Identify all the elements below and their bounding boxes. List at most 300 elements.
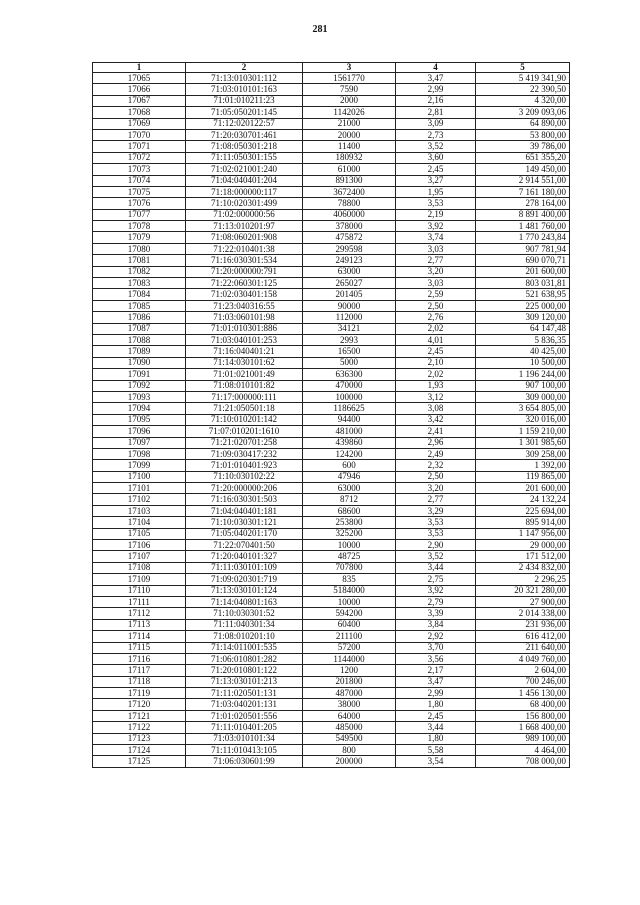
row-number-cell: 17123 <box>93 733 186 744</box>
cadastral-value-cell: 1 147 956,00 <box>476 528 570 539</box>
cadastral-value-cell: 1 668 400,00 <box>476 722 570 733</box>
cadastral-value-table <box>92 62 570 768</box>
cadastral-value-cell: 2 296,25 <box>476 574 570 585</box>
table-row <box>93 95 570 106</box>
row-number-cell: 17075 <box>93 186 186 197</box>
table-body <box>93 73 570 768</box>
cadastral-value-cell: 4 049 760,00 <box>476 653 570 664</box>
table-row <box>93 551 570 562</box>
specific-value-cell: 2,76 <box>396 312 476 323</box>
specific-value-cell: 3,56 <box>396 653 476 664</box>
row-number-cell: 17069 <box>93 118 186 129</box>
row-number-cell: 17120 <box>93 699 186 710</box>
table-row <box>93 300 570 311</box>
area-cell: 7590 <box>303 84 396 95</box>
specific-value-cell: 2,75 <box>396 574 476 585</box>
table-row <box>93 209 570 220</box>
specific-value-cell: 2,45 <box>396 164 476 175</box>
cadastral-number-cell: 71:08:050301:218 <box>186 141 303 152</box>
table-row <box>93 437 570 448</box>
cadastral-value-cell: 156 800,00 <box>476 710 570 721</box>
cadastral-number-cell: 71:03:010101:34 <box>186 733 303 744</box>
area-cell: 64000 <box>303 710 396 721</box>
row-number-cell: 17121 <box>93 710 186 721</box>
area-cell: 325200 <box>303 528 396 539</box>
row-number-cell: 17087 <box>93 323 186 334</box>
cadastral-number-cell: 71:20:000000:206 <box>186 483 303 494</box>
cadastral-value-cell: 10 500,00 <box>476 357 570 368</box>
table-row <box>93 278 570 289</box>
cadastral-value-cell: 171 512,00 <box>476 551 570 562</box>
cadastral-value-cell: 521 638,95 <box>476 289 570 300</box>
cadastral-number-cell: 71:13:030101:213 <box>186 676 303 687</box>
cadastral-number-cell: 71:03:010101:163 <box>186 84 303 95</box>
cadastral-value-cell: 53 800,00 <box>476 129 570 140</box>
area-cell: 16500 <box>303 346 396 357</box>
cadastral-number-cell: 71:12:020122:57 <box>186 118 303 129</box>
table-row <box>93 676 570 687</box>
row-number-cell: 17116 <box>93 653 186 664</box>
table-row <box>93 346 570 357</box>
specific-value-cell: 2,16 <box>396 95 476 106</box>
cadastral-number-cell: 71:22:010401:38 <box>186 243 303 254</box>
table-row <box>93 756 570 767</box>
specific-value-cell: 2,96 <box>396 437 476 448</box>
cadastral-number-cell: 71:14:040801:163 <box>186 596 303 607</box>
cadastral-number-cell: 71:08:010201:10 <box>186 631 303 642</box>
cadastral-number-cell: 71:06:030601:99 <box>186 756 303 767</box>
cadastral-value-cell: 895 914,00 <box>476 517 570 528</box>
cadastral-value-cell: 907 781,94 <box>476 243 570 254</box>
row-number-cell: 17068 <box>93 107 186 118</box>
cadastral-number-cell: 71:23:040316:55 <box>186 300 303 311</box>
row-number-cell: 17099 <box>93 460 186 471</box>
row-number-cell: 17074 <box>93 175 186 186</box>
row-number-cell: 17119 <box>93 688 186 699</box>
cadastral-number-cell: 71:04:040401:181 <box>186 505 303 516</box>
cadastral-value-cell: 201 600,00 <box>476 483 570 494</box>
cadastral-number-cell: 71:03:040101:253 <box>186 334 303 345</box>
cadastral-value-cell: 39 786,00 <box>476 141 570 152</box>
area-cell: 200000 <box>303 756 396 767</box>
cadastral-value-cell: 803 031,81 <box>476 278 570 289</box>
cadastral-number-cell: 71:06:010801:282 <box>186 653 303 664</box>
area-cell: 94400 <box>303 414 396 425</box>
table-row <box>93 562 570 573</box>
specific-value-cell: 3,09 <box>396 118 476 129</box>
specific-value-cell: 3,84 <box>396 619 476 630</box>
area-cell: 2000 <box>303 95 396 106</box>
specific-value-cell: 1,93 <box>396 380 476 391</box>
specific-value-cell: 3,92 <box>396 221 476 232</box>
specific-value-cell: 2,45 <box>396 710 476 721</box>
cadastral-value-cell: 309 000,00 <box>476 391 570 402</box>
table-row <box>93 312 570 323</box>
row-number-cell: 17115 <box>93 642 186 653</box>
table-row <box>93 505 570 516</box>
cadastral-number-cell: 71:09:020301:719 <box>186 574 303 585</box>
cadastral-number-cell: 71:03:040201:131 <box>186 699 303 710</box>
area-cell: 47946 <box>303 471 396 482</box>
area-cell: 21000 <box>303 118 396 129</box>
cadastral-number-cell: 71:02:030401:158 <box>186 289 303 300</box>
cadastral-value-cell: 1 770 243,84 <box>476 232 570 243</box>
cadastral-number-cell: 71:16:030301:503 <box>186 494 303 505</box>
area-cell: 10000 <box>303 540 396 551</box>
cadastral-value-cell: 225 000,00 <box>476 300 570 311</box>
table-row <box>93 596 570 607</box>
area-cell: 201800 <box>303 676 396 687</box>
area-cell: 124200 <box>303 448 396 459</box>
row-number-cell: 17081 <box>93 255 186 266</box>
cadastral-value-cell: 5 419 341,90 <box>476 73 570 84</box>
row-number-cell: 17080 <box>93 243 186 254</box>
cadastral-value-cell: 907 100,00 <box>476 380 570 391</box>
area-cell: 707800 <box>303 562 396 573</box>
row-number-cell: 17097 <box>93 437 186 448</box>
specific-value-cell: 2,99 <box>396 688 476 699</box>
cadastral-value-cell: 29 000,00 <box>476 540 570 551</box>
row-number-cell: 17094 <box>93 403 186 414</box>
table-row <box>93 722 570 733</box>
row-number-cell: 17072 <box>93 152 186 163</box>
table-row <box>93 494 570 505</box>
specific-value-cell: 3,47 <box>396 676 476 687</box>
specific-value-cell: 2,50 <box>396 300 476 311</box>
area-cell: 8712 <box>303 494 396 505</box>
cadastral-value-cell: 309 258,00 <box>476 448 570 459</box>
area-cell: 211100 <box>303 631 396 642</box>
specific-value-cell: 2,92 <box>396 631 476 642</box>
cadastral-number-cell: 71:11:010401:205 <box>186 722 303 733</box>
area-cell: 470000 <box>303 380 396 391</box>
cadastral-number-cell: 71:01:010401:923 <box>186 460 303 471</box>
cadastral-value-cell: 4 320,00 <box>476 95 570 106</box>
area-cell: 180932 <box>303 152 396 163</box>
table-row <box>93 642 570 653</box>
column-header-5: 5 <box>476 63 570 73</box>
table-row <box>93 699 570 710</box>
specific-value-cell: 2,10 <box>396 357 476 368</box>
row-number-cell: 17122 <box>93 722 186 733</box>
table-row <box>93 460 570 471</box>
cadastral-value-cell: 201 600,00 <box>476 266 570 277</box>
table-row <box>93 84 570 95</box>
table-row <box>93 243 570 254</box>
cadastral-number-cell: 71:04:040401:204 <box>186 175 303 186</box>
row-number-cell: 17114 <box>93 631 186 642</box>
area-cell: 549500 <box>303 733 396 744</box>
area-cell: 68600 <box>303 505 396 516</box>
specific-value-cell: 2,79 <box>396 596 476 607</box>
cadastral-number-cell: 71:22:060301:125 <box>186 278 303 289</box>
cadastral-value-cell: 64 147,48 <box>476 323 570 334</box>
table-row <box>93 426 570 437</box>
cadastral-number-cell: 71:01:021001:49 <box>186 369 303 380</box>
row-number-cell: 17108 <box>93 562 186 573</box>
cadastral-value-cell: 211 640,00 <box>476 642 570 653</box>
cadastral-number-cell: 71:10:010201:142 <box>186 414 303 425</box>
cadastral-value-cell: 3 209 093,06 <box>476 107 570 118</box>
cadastral-value-cell: 278 164,00 <box>476 198 570 209</box>
cadastral-number-cell: 71:08:060201:908 <box>186 232 303 243</box>
table-row <box>93 483 570 494</box>
area-cell: 61000 <box>303 164 396 175</box>
row-number-cell: 17107 <box>93 551 186 562</box>
specific-value-cell: 2,19 <box>396 209 476 220</box>
table-row <box>93 357 570 368</box>
cadastral-value-cell: 24 132,24 <box>476 494 570 505</box>
cadastral-number-cell: 71:11:030101:109 <box>186 562 303 573</box>
cadastral-number-cell: 71:05:050201:145 <box>186 107 303 118</box>
specific-value-cell: 3,74 <box>396 232 476 243</box>
cadastral-value-cell: 1 392,00 <box>476 460 570 471</box>
table-row <box>93 517 570 528</box>
row-number-cell: 17111 <box>93 596 186 607</box>
cadastral-number-cell: 71:10:030102:22 <box>186 471 303 482</box>
area-cell: 5000 <box>303 357 396 368</box>
specific-value-cell: 3,47 <box>396 73 476 84</box>
table-row <box>93 198 570 209</box>
table-header-row <box>93 63 570 73</box>
specific-value-cell: 5,58 <box>396 745 476 756</box>
cadastral-number-cell: 71:13:010301:112 <box>186 73 303 84</box>
row-number-cell: 17106 <box>93 540 186 551</box>
specific-value-cell: 3,27 <box>396 175 476 186</box>
row-number-cell: 17096 <box>93 426 186 437</box>
row-number-cell: 17083 <box>93 278 186 289</box>
row-number-cell: 17071 <box>93 141 186 152</box>
table-row <box>93 733 570 744</box>
cadastral-number-cell: 71:20:010801:122 <box>186 665 303 676</box>
area-cell: 48725 <box>303 551 396 562</box>
cadastral-value-cell: 309 120,00 <box>476 312 570 323</box>
specific-value-cell: 2,73 <box>396 129 476 140</box>
specific-value-cell: 2,49 <box>396 448 476 459</box>
cadastral-value-cell: 7 161 180,00 <box>476 186 570 197</box>
area-cell: 4060000 <box>303 209 396 220</box>
cadastral-value-cell: 1 301 985,60 <box>476 437 570 448</box>
area-cell: 487000 <box>303 688 396 699</box>
cadastral-value-cell: 149 450,00 <box>476 164 570 175</box>
table-row <box>93 688 570 699</box>
table-row <box>93 665 570 676</box>
row-number-cell: 17085 <box>93 300 186 311</box>
specific-value-cell: 1,80 <box>396 733 476 744</box>
row-number-cell: 17118 <box>93 676 186 687</box>
cadastral-value-cell: 225 694,00 <box>476 505 570 516</box>
cadastral-number-cell: 71:01:020501:556 <box>186 710 303 721</box>
cadastral-value-cell: 2 604,00 <box>476 665 570 676</box>
table-row <box>93 334 570 345</box>
area-cell: 57200 <box>303 642 396 653</box>
table-row <box>93 369 570 380</box>
table-row <box>93 391 570 402</box>
cadastral-value-cell: 119 865,00 <box>476 471 570 482</box>
specific-value-cell: 3,53 <box>396 528 476 539</box>
row-number-cell: 17124 <box>93 745 186 756</box>
specific-value-cell: 3,12 <box>396 391 476 402</box>
cadastral-number-cell: 71:20:000000:791 <box>186 266 303 277</box>
area-cell: 249123 <box>303 255 396 266</box>
row-number-cell: 17084 <box>93 289 186 300</box>
cadastral-value-cell: 22 390,50 <box>476 84 570 95</box>
specific-value-cell: 2,17 <box>396 665 476 676</box>
row-number-cell: 17102 <box>93 494 186 505</box>
cadastral-number-cell: 71:14:030101:62 <box>186 357 303 368</box>
row-number-cell: 17093 <box>93 391 186 402</box>
cadastral-number-cell: 71:16:030301:534 <box>186 255 303 266</box>
area-cell: 90000 <box>303 300 396 311</box>
table-row <box>93 186 570 197</box>
row-number-cell: 17125 <box>93 756 186 767</box>
row-number-cell: 17100 <box>93 471 186 482</box>
table-row <box>93 380 570 391</box>
row-number-cell: 17104 <box>93 517 186 528</box>
table-row <box>93 164 570 175</box>
table-row <box>93 129 570 140</box>
row-number-cell: 17112 <box>93 608 186 619</box>
specific-value-cell: 3,54 <box>396 756 476 767</box>
cadastral-number-cell: 71:18:000000:117 <box>186 186 303 197</box>
specific-value-cell: 2,90 <box>396 540 476 551</box>
area-cell: 439860 <box>303 437 396 448</box>
cadastral-number-cell: 71:22:070401:50 <box>186 540 303 551</box>
area-cell: 10000 <box>303 596 396 607</box>
row-number-cell: 17101 <box>93 483 186 494</box>
cadastral-value-cell: 989 100,00 <box>476 733 570 744</box>
row-number-cell: 17089 <box>93 346 186 357</box>
area-cell: 3672400 <box>303 186 396 197</box>
specific-value-cell: 3,92 <box>396 585 476 596</box>
specific-value-cell: 2,99 <box>396 84 476 95</box>
cadastral-value-cell: 8 891 400,00 <box>476 209 570 220</box>
specific-value-cell: 2,81 <box>396 107 476 118</box>
specific-value-cell: 3,39 <box>396 608 476 619</box>
table-row <box>93 232 570 243</box>
table-row <box>93 574 570 585</box>
table-row <box>93 528 570 539</box>
area-cell: 63000 <box>303 483 396 494</box>
table-row <box>93 619 570 630</box>
table-row <box>93 152 570 163</box>
specific-value-cell: 3,52 <box>396 141 476 152</box>
cadastral-value-cell: 616 412,00 <box>476 631 570 642</box>
page-number: 281 <box>312 24 328 35</box>
table-row <box>93 255 570 266</box>
area-cell: 1144000 <box>303 653 396 664</box>
specific-value-cell: 2,50 <box>396 471 476 482</box>
row-number-cell: 17067 <box>93 95 186 106</box>
cadastral-number-cell: 71:02:000000:56 <box>186 209 303 220</box>
specific-value-cell: 2,32 <box>396 460 476 471</box>
cadastral-number-cell: 71:21:050501:18 <box>186 403 303 414</box>
area-cell: 1200 <box>303 665 396 676</box>
cadastral-value-cell: 1 159 210,00 <box>476 426 570 437</box>
cadastral-value-cell: 64 890,00 <box>476 118 570 129</box>
row-number-cell: 17105 <box>93 528 186 539</box>
cadastral-number-cell: 71:05:040201:170 <box>186 528 303 539</box>
table-row <box>93 266 570 277</box>
cadastral-number-cell: 71:10:030301:52 <box>186 608 303 619</box>
area-cell: 5184000 <box>303 585 396 596</box>
specific-value-cell: 1,95 <box>396 186 476 197</box>
table-row <box>93 175 570 186</box>
column-header-1: 1 <box>93 63 186 73</box>
area-cell: 78800 <box>303 198 396 209</box>
area-cell: 60400 <box>303 619 396 630</box>
specific-value-cell: 2,02 <box>396 323 476 334</box>
row-number-cell: 17088 <box>93 334 186 345</box>
area-cell: 485000 <box>303 722 396 733</box>
specific-value-cell: 4,01 <box>396 334 476 345</box>
cadastral-number-cell: 71:03:060101:98 <box>186 312 303 323</box>
cadastral-value-cell: 231 936,00 <box>476 619 570 630</box>
table-row <box>93 608 570 619</box>
cadastral-value-cell: 40 425,00 <box>476 346 570 357</box>
cadastral-number-cell: 71:07:010201:1610 <box>186 426 303 437</box>
area-cell: 112000 <box>303 312 396 323</box>
cadastral-value-cell: 68 400,00 <box>476 699 570 710</box>
table-row <box>93 585 570 596</box>
table-row <box>93 73 570 84</box>
area-cell: 600 <box>303 460 396 471</box>
cadastral-number-cell: 71:13:010201:97 <box>186 221 303 232</box>
row-number-cell: 17078 <box>93 221 186 232</box>
column-header-4: 4 <box>396 63 476 73</box>
cadastral-value-cell: 20 321 280,00 <box>476 585 570 596</box>
area-cell: 1186625 <box>303 403 396 414</box>
table-row <box>93 107 570 118</box>
cadastral-number-cell: 71:13:030101:124 <box>186 585 303 596</box>
table-row <box>93 221 570 232</box>
row-number-cell: 17103 <box>93 505 186 516</box>
row-number-cell: 17095 <box>93 414 186 425</box>
area-cell: 20000 <box>303 129 396 140</box>
cadastral-number-cell: 71:20:040101:327 <box>186 551 303 562</box>
cadastral-number-cell: 71:01:010211:23 <box>186 95 303 106</box>
row-number-cell: 17098 <box>93 448 186 459</box>
specific-value-cell: 3,52 <box>396 551 476 562</box>
row-number-cell: 17109 <box>93 574 186 585</box>
area-cell: 594200 <box>303 608 396 619</box>
row-number-cell: 17082 <box>93 266 186 277</box>
specific-value-cell: 3,44 <box>396 722 476 733</box>
table-row <box>93 631 570 642</box>
cadastral-number-cell: 71:10:020301:499 <box>186 198 303 209</box>
row-number-cell: 17077 <box>93 209 186 220</box>
specific-value-cell: 2,77 <box>396 494 476 505</box>
area-cell: 1561770 <box>303 73 396 84</box>
cadastral-number-cell: 71:08:010101:82 <box>186 380 303 391</box>
area-cell: 253800 <box>303 517 396 528</box>
table-row <box>93 710 570 721</box>
area-cell: 38000 <box>303 699 396 710</box>
cadastral-value-cell: 27 900,00 <box>476 596 570 607</box>
cadastral-number-cell: 71:02:021001:240 <box>186 164 303 175</box>
specific-value-cell: 3,08 <box>396 403 476 414</box>
table-row <box>93 471 570 482</box>
cadastral-value-cell: 708 000,00 <box>476 756 570 767</box>
table-row <box>93 448 570 459</box>
cadastral-number-cell: 71:17:000000:111 <box>186 391 303 402</box>
cadastral-value-cell: 2 914 551,00 <box>476 175 570 186</box>
row-number-cell: 17113 <box>93 619 186 630</box>
area-cell: 1142026 <box>303 107 396 118</box>
table-row <box>93 141 570 152</box>
cadastral-number-cell: 71:10:030301:121 <box>186 517 303 528</box>
column-header-2: 2 <box>186 63 303 73</box>
